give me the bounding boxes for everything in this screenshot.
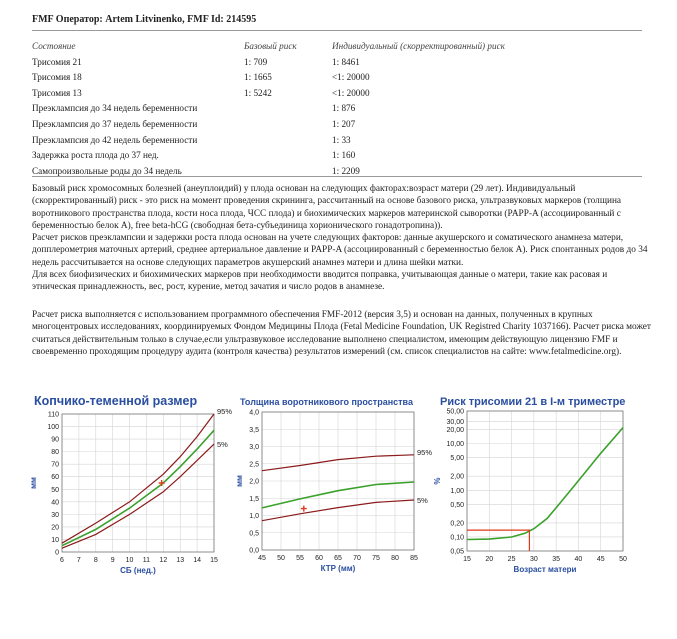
- x-tick-label: 7: [76, 557, 81, 564]
- individual-risk-cell: 1: 8461: [332, 56, 360, 67]
- series-line: [62, 444, 214, 548]
- condition-cell: Задержка роста плода до 37 нед.: [32, 150, 159, 161]
- risk-table-header: [32, 39, 642, 55]
- table-row: [32, 55, 642, 71]
- condition-cell: Самопроизвольные роды до 34 недель: [32, 165, 182, 176]
- y-tick-label: 60: [51, 474, 59, 482]
- chart-title: Риск трисомии 21 в I-м триместре: [440, 396, 626, 408]
- x-tick-label: 80: [391, 555, 399, 562]
- y-axis-label: мм: [29, 477, 38, 489]
- y-tick-label: 0,0: [249, 547, 259, 555]
- chart-title: Толщина воротникового пространства: [240, 397, 413, 407]
- y-axis-label: мм: [235, 475, 244, 487]
- y-tick-label: 3,0: [249, 444, 259, 451]
- y-tick-label: 20,00: [446, 427, 464, 435]
- y-tick-label: 10: [51, 536, 59, 544]
- column-base-risk: Базовый риск: [244, 41, 297, 51]
- crl-chart: [26, 393, 236, 593]
- table-row: [32, 133, 642, 149]
- condition-cell: Преэклампсия до 34 недель беременности: [32, 103, 198, 114]
- y-tick-label: 2,5: [249, 461, 259, 469]
- x-tick-label: 13: [176, 557, 185, 564]
- table-row: [32, 117, 642, 133]
- y-tick-label: 2,00: [450, 473, 464, 481]
- individual-risk-cell: <1: 20000: [332, 87, 370, 98]
- condition-cell: Трисомия 18: [32, 72, 82, 83]
- y-tick-label: 90: [51, 436, 59, 444]
- x-tick-label: 15: [463, 556, 471, 563]
- individual-risk-cell: 1: 207: [332, 118, 356, 129]
- header-divider: [32, 30, 642, 31]
- percentile-label: 5%: [417, 495, 428, 505]
- x-tick-label: 11: [142, 557, 151, 564]
- y-tick-label: 100: [47, 424, 59, 432]
- condition-cell: Трисомия 13: [32, 87, 82, 98]
- y-tick-label: 50,00: [446, 408, 464, 416]
- x-tick-label: 8: [93, 557, 98, 564]
- x-tick-label: 75: [372, 555, 380, 562]
- table-divider: [32, 176, 642, 177]
- condition-cell: Преэклампсия до 42 недель беременности: [32, 134, 198, 145]
- patient-marker: [301, 506, 307, 512]
- base-risk-cell: 1: 5242: [244, 87, 272, 98]
- paragraph-software: Расчет риска выполняется с использованием программного обеспечения FMF-2012 (версия 3,5) и основан на данных, полученных в крупных многоцентровых исследованиях, координируемых Фондом Медицины Плода (Fetal Medicine Foundation, UK Registred Charity 1037166). Расчет риска может считаться действительным только в случае,если ультразвуковое исследование выполнено специалистом, имеющим действующую лицензию FMF и своевременно проходящим процедуру аудита (контроля качества) результатов измерений (см. список специалистов на сайте: www.fetalmedicine.org).: [32, 310, 651, 357]
- y-tick-label: 3,5: [249, 426, 259, 434]
- individual-risk-cell: 1: 876: [332, 103, 356, 114]
- percentile-label: 5%: [217, 440, 228, 450]
- t21-risk-chart-svg: [430, 393, 645, 593]
- x-tick-label: 45: [258, 555, 266, 562]
- column-condition: Состояние: [32, 41, 76, 51]
- x-tick-label: 70: [353, 555, 361, 562]
- y-tick-label: 110: [47, 411, 59, 419]
- y-tick-label: 1,00: [450, 487, 464, 495]
- paragraph-correction: Для всех биофизических и биохимических маркеров при необходимости вводится поправка, учитывающая данные о матери, такие как расовая и этническая принадлежность, вес, рост, курение, метод зачатия и число родов в анамнезе.: [32, 270, 608, 293]
- x-tick-label: 40: [574, 556, 583, 563]
- y-tick-label: 4,0: [249, 409, 259, 417]
- x-tick-label: 60: [315, 555, 323, 562]
- x-tick-label: 35: [552, 556, 561, 563]
- x-tick-label: 10: [125, 557, 134, 564]
- x-tick-label: 65: [334, 555, 342, 562]
- x-tick-label: 6: [60, 557, 64, 564]
- table-row: [32, 148, 642, 164]
- x-tick-label: 45: [596, 556, 605, 563]
- y-tick-label: 2,0: [249, 478, 259, 486]
- x-tick-label: 50: [277, 555, 285, 562]
- y-tick-label: 0,20: [450, 520, 464, 528]
- table-row: [32, 70, 642, 86]
- individual-risk-cell: 1: 33: [332, 134, 351, 145]
- x-tick-label: 25: [507, 556, 516, 563]
- base-risk-cell: 1: 709: [244, 56, 268, 67]
- plot-frame: [62, 414, 214, 552]
- series-line: [62, 430, 214, 545]
- y-tick-label: 0,10: [450, 534, 464, 542]
- x-axis-label: КТР (мм): [320, 564, 356, 573]
- individual-risk-cell: 1: 160: [332, 150, 356, 161]
- operator-header: FMF Оператор: Artem Litvinenko, FMF Id: 214595: [32, 14, 257, 25]
- table-row: [32, 101, 642, 117]
- risk-explanation: [32, 183, 652, 294]
- x-axis-label: Возраст матери: [513, 565, 577, 574]
- y-tick-label: 0,05: [450, 548, 464, 556]
- y-tick-label: 30: [51, 511, 59, 519]
- nt-chart: [232, 393, 442, 593]
- individual-risk-cell: <1: 20000: [332, 72, 370, 83]
- column-individual-risk: Индивидуальный (скорректированный) риск: [332, 41, 505, 51]
- x-tick-label: 15: [210, 557, 218, 564]
- x-tick-label: 20: [485, 556, 494, 563]
- x-tick-label: 14: [193, 557, 202, 564]
- paragraph-preeclampsia: Расчет рисков преэклампсии и задержки роста плода основан на учете следующих факторов: данные акушерского и соматического анамнеза матери, допплерометрия маточных артерий, среднее артериальное давление и PAPP-A (ассоциированный с беременностью белок А). Риск спонтанных родов до 34 недель рассчитывается на основе следующих параметров акушерский анамнез матери и длина шейки матки.: [32, 233, 648, 268]
- condition-cell: Преэклампсия до 37 недель беременности: [32, 118, 198, 129]
- x-tick-label: 12: [159, 557, 168, 564]
- patient-marker: [467, 530, 529, 551]
- y-tick-label: 1,0: [249, 513, 259, 520]
- y-tick-label: 0: [55, 549, 59, 557]
- x-tick-label: 30: [529, 556, 538, 563]
- y-tick-label: 0,50: [450, 501, 464, 509]
- risk-table: [32, 39, 642, 179]
- y-tick-label: 0,5: [249, 530, 259, 538]
- base-risk-cell: 1: 1665: [244, 72, 272, 83]
- y-tick-label: 10,00: [446, 441, 464, 449]
- y-tick-label: 40: [51, 499, 59, 507]
- y-tick-label: 30,00: [446, 418, 464, 426]
- y-tick-label: 20: [51, 524, 59, 532]
- x-tick-label: 55: [296, 555, 304, 562]
- x-tick-label: 9: [110, 557, 115, 564]
- y-tick-label: 1,5: [249, 495, 259, 503]
- x-axis-label: СБ (нед.): [120, 566, 156, 575]
- software-note: [32, 309, 652, 358]
- y-tick-label: 5,00: [450, 455, 464, 463]
- y-tick-label: 50: [51, 486, 59, 494]
- condition-cell: Трисомия 21: [32, 56, 82, 67]
- crl-chart-svg: [26, 393, 236, 593]
- percentile-label: 95%: [417, 447, 433, 457]
- x-tick-label: 50: [619, 556, 627, 563]
- table-row: [32, 164, 642, 180]
- series-line: [62, 414, 214, 543]
- paragraph-base-risk: Базовый риск хромосомных болезней (анеуплоидий) у плода основан на следующих факторах:возраст матери (29 лет). Индивидуальный (скорректированный) риск - это риск на момент проведения скрининга, рассчитанный на основе базового риска, ультразвуковых маркеров (толщина воротникового пространства плода, кости носа плода, ЧСС плода) и биохимических маркеров материнской сыворотки (PAPP-A (ассоциированный с беременностью белок А), free beta-hCG (свободная бета-субъединица хорионического гонадотропина)).: [32, 184, 622, 231]
- y-axis-label: %: [433, 477, 442, 485]
- percentile-label: 95%: [217, 407, 233, 416]
- x-tick-label: 85: [410, 555, 418, 562]
- chart-title: Копчико-теменной размер: [34, 394, 198, 408]
- nt-chart-svg: [232, 393, 442, 593]
- table-row: [32, 86, 642, 102]
- individual-risk-cell: 1: 2209: [332, 165, 360, 176]
- t21-risk-chart: [430, 393, 645, 593]
- y-tick-label: 70: [51, 461, 59, 469]
- y-tick-label: 80: [51, 449, 59, 457]
